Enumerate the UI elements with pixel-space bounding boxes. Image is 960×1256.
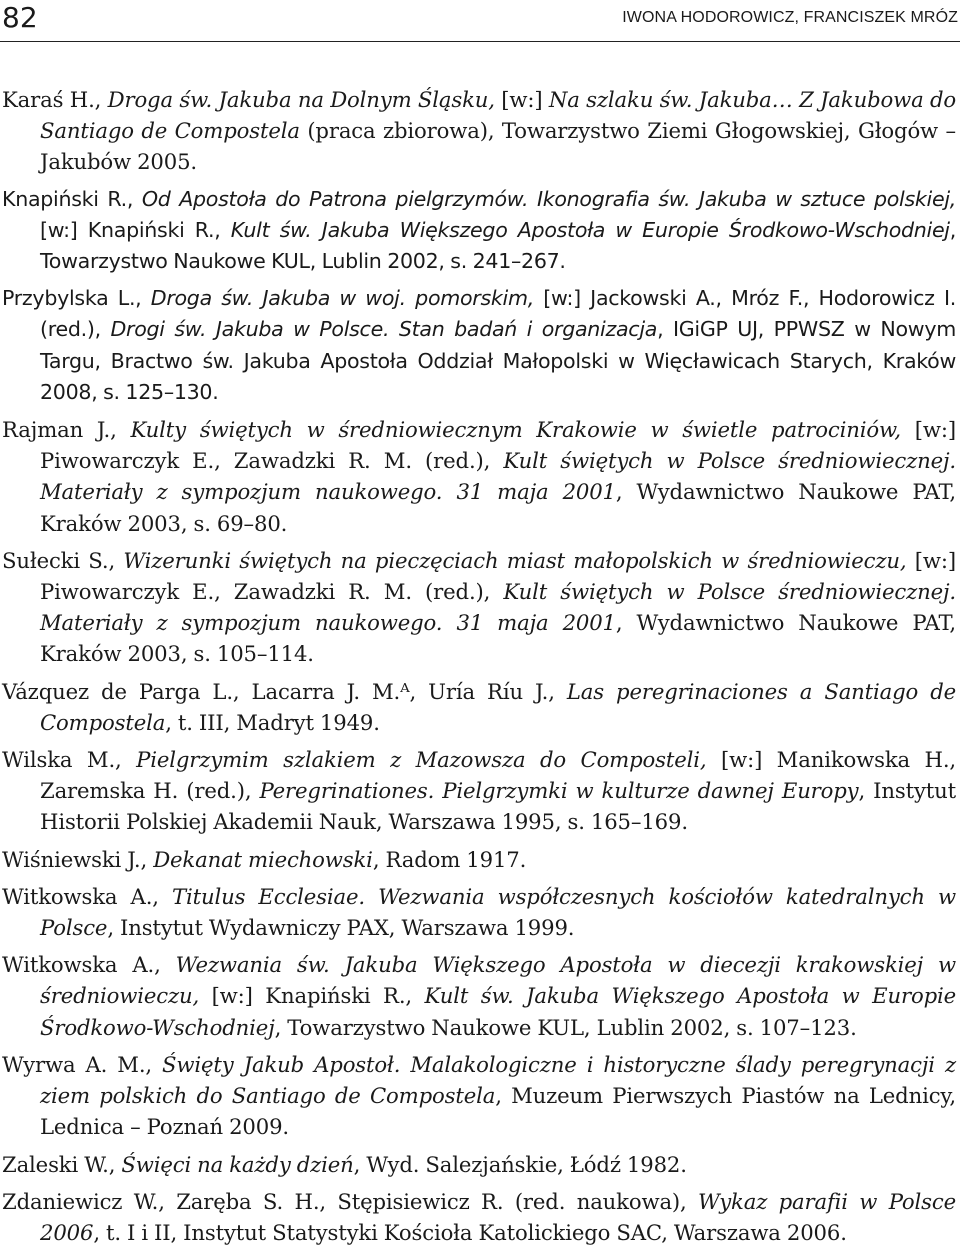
page-header bbox=[0, 0, 960, 40]
entry-text: Wiśniewski J., bbox=[2, 846, 154, 872]
bibliography-entry bbox=[2, 844, 956, 875]
entry-text: , t. III, Madryt 1949. bbox=[165, 709, 380, 735]
page-number: 82 bbox=[2, 1, 38, 34]
bibliography-entry bbox=[2, 283, 956, 408]
entry-text: Zaleski W., bbox=[2, 1151, 122, 1177]
entry-title-text: Kulty świętych w średniowiecznym Krakowie w świetle patrociniów, bbox=[130, 417, 902, 443]
entry-title-text: Droga św. Jakuba na Dolnym Śląsku, bbox=[107, 87, 495, 112]
entry-title-text: Wezwania św. Jakuba Większego Apostoła w diecezji krakowskiej w średniowieczu, bbox=[40, 952, 956, 1009]
entry-text: [w:] Piwowarczyk E., Zawadzki R. M. (red.), bbox=[40, 417, 956, 474]
bibliography-entry bbox=[2, 949, 956, 1043]
entry-text: Rajman J., bbox=[2, 417, 131, 443]
entry-text: Vázquez de Parga L., Lacarra J. M.ᴬ, Uría Ríu J., bbox=[2, 678, 567, 704]
bibliography-entry bbox=[2, 881, 956, 943]
entry-title-text: Kult św. Jakuba Większego Apostoła w Europie Środkowo-Wschodniej bbox=[40, 983, 956, 1040]
entry-text: Knapiński R., bbox=[2, 186, 142, 211]
entry-text: [w:] Piwowarczyk E., Zawadzki R. M. (red.), bbox=[40, 547, 957, 605]
entry-text: Przybylska L., bbox=[2, 286, 151, 311]
bibliography-entry bbox=[2, 84, 956, 178]
entry-text: , Wydawnictwo Naukowe PAT, Kraków 2003, s. 69–80. bbox=[40, 479, 956, 536]
entry-title-text: Od Apostoła do Patrona pielgrzymów. Ikonografia św. Jakuba w sztuce polskiej, bbox=[141, 186, 956, 211]
entry-text: [w:] Knapiński R., bbox=[199, 983, 425, 1009]
entry-title-text: Pielgrzymim szlakiem z Mazowsza do Composteli, bbox=[136, 747, 707, 773]
entry-text: , Wyd. Salezjańskie, Łódź 1982. bbox=[353, 1151, 687, 1177]
entry-title-text: Święty Jakub Apostoł. Malakologiczne i historyczne ślady peregrynacji z ziem polskich do Santiago de Compostela bbox=[40, 1051, 956, 1109]
entry-title-text: Drogi św. Jakuba w Polsce. Stan badań i organizacja bbox=[110, 317, 658, 342]
entry-text: , Instytut Wydawniczy PAX, Warszawa 1999. bbox=[107, 915, 575, 941]
entry-title-text: Droga św. Jakuba w woj. pomorskim, bbox=[150, 286, 534, 311]
entry-text: , Radom 1917. bbox=[372, 846, 527, 872]
entry-text: Zdaniewicz W., Zaręba S. H., Stępisiewicz R. (red. naukowa), bbox=[2, 1188, 699, 1214]
entry-text: [w:] Manikowska H., Zaremska H. (red.), bbox=[40, 747, 957, 804]
entry-text: Witkowska A., bbox=[2, 883, 172, 909]
entry-text: , Towarzystwo Naukowe KUL, Lublin 2002, s. 107–123. bbox=[274, 1014, 857, 1040]
entry-title-text: Las peregrinaciones a Santiago de Compostela bbox=[40, 678, 956, 735]
bibliography-entry bbox=[2, 545, 956, 670]
entry-title-text: Titulus Ecclesiae. Wezwania współczesnych kościołów katedralnych w Polsce bbox=[40, 883, 956, 941]
entry-text: [w:] Jackowski A., Mróz F., Hodorowicz I. (red.), bbox=[40, 286, 956, 342]
entry-title-text: Wykaz parafii w Polsce 2006 bbox=[40, 1188, 956, 1245]
bibliography-list bbox=[2, 84, 956, 1254]
entry-title-text: Kult świętych w Polsce średniowiecznej. Materiały z sympozjum naukowego. 31 maja 2001 bbox=[40, 579, 956, 636]
entry-title-text: Na szlaku św. Jakuba… Z Jakubowa do Santiago de Compostela bbox=[40, 87, 956, 144]
bibliography-entry bbox=[2, 676, 956, 738]
entry-text: , Towarzystwo Naukowe KUL, Lublin 2002, s. 241–267. bbox=[40, 217, 956, 274]
bibliography-entry bbox=[2, 1049, 956, 1143]
entry-text: , t. I i II, Instytut Statystyki Kościoła Katolickiego SAC, Warszawa 2006. bbox=[93, 1219, 847, 1245]
entry-text: Witkowska A., bbox=[2, 952, 176, 978]
entry-title-text: Kult św. Jakuba Większego Apostoła w Europie Środkowo-Wschodniej bbox=[230, 217, 950, 242]
entry-title-text: Dekanat miechowski bbox=[153, 846, 373, 872]
bibliography-entry bbox=[2, 1186, 956, 1248]
entry-text: (praca zbiorowa), Towarzystwo Ziemi Głogowskiej, Głogów – Jakubów 2005. bbox=[40, 118, 956, 175]
running-head: IWONA HODOROWICZ, FRANCISZEK MRÓZ bbox=[622, 9, 958, 26]
entry-text: Karaś H., bbox=[2, 87, 108, 112]
entry-text: , Muzeum Pierwszych Piastów na Lednicy, Lednica – Poznań 2009. bbox=[40, 1083, 957, 1140]
header-rule bbox=[0, 41, 960, 42]
entry-text: [w:] Knapiński R., bbox=[40, 217, 231, 242]
entry-text: [w:] bbox=[494, 87, 549, 112]
entry-text: Sułecki S., bbox=[2, 547, 124, 573]
entry-title-text: Kult świętych w Polsce średniowiecznej. Materiały z sympozjum naukowego. 31 maja 2001 bbox=[40, 448, 956, 505]
bibliography-entry bbox=[2, 1149, 956, 1180]
entry-text: , IGiGP UJ, PPWSZ w Nowym Targu, Bractwo św. Jakuba Apostoła Oddział Małopolski w Więcławicach Starych, Kraków 2008, s. 125–130. bbox=[40, 317, 956, 404]
entry-text: , Wydawnictwo Naukowe PAT, Kraków 2003, s. 105–114. bbox=[40, 610, 956, 667]
entry-title-text: Święci na każdy dzień bbox=[121, 1151, 354, 1177]
bibliography-entry bbox=[2, 414, 956, 539]
entry-title-text: Peregrinationes. Pielgrzymki w kulturze dawnej Europy bbox=[259, 778, 859, 804]
entry-text: Wyrwa A. M., bbox=[2, 1051, 163, 1077]
bibliography-entry bbox=[2, 744, 956, 838]
entry-title-text: Wizerunki świętych na pieczęciach miast małopolskich w średniowieczu, bbox=[123, 547, 907, 573]
entry-text: Wilska M., bbox=[2, 747, 137, 773]
bibliography-entry bbox=[2, 184, 956, 278]
entry-text: , Instytut Historii Polskiej Akademii Nauk, Warszawa 1995, s. 165–169. bbox=[40, 778, 956, 835]
